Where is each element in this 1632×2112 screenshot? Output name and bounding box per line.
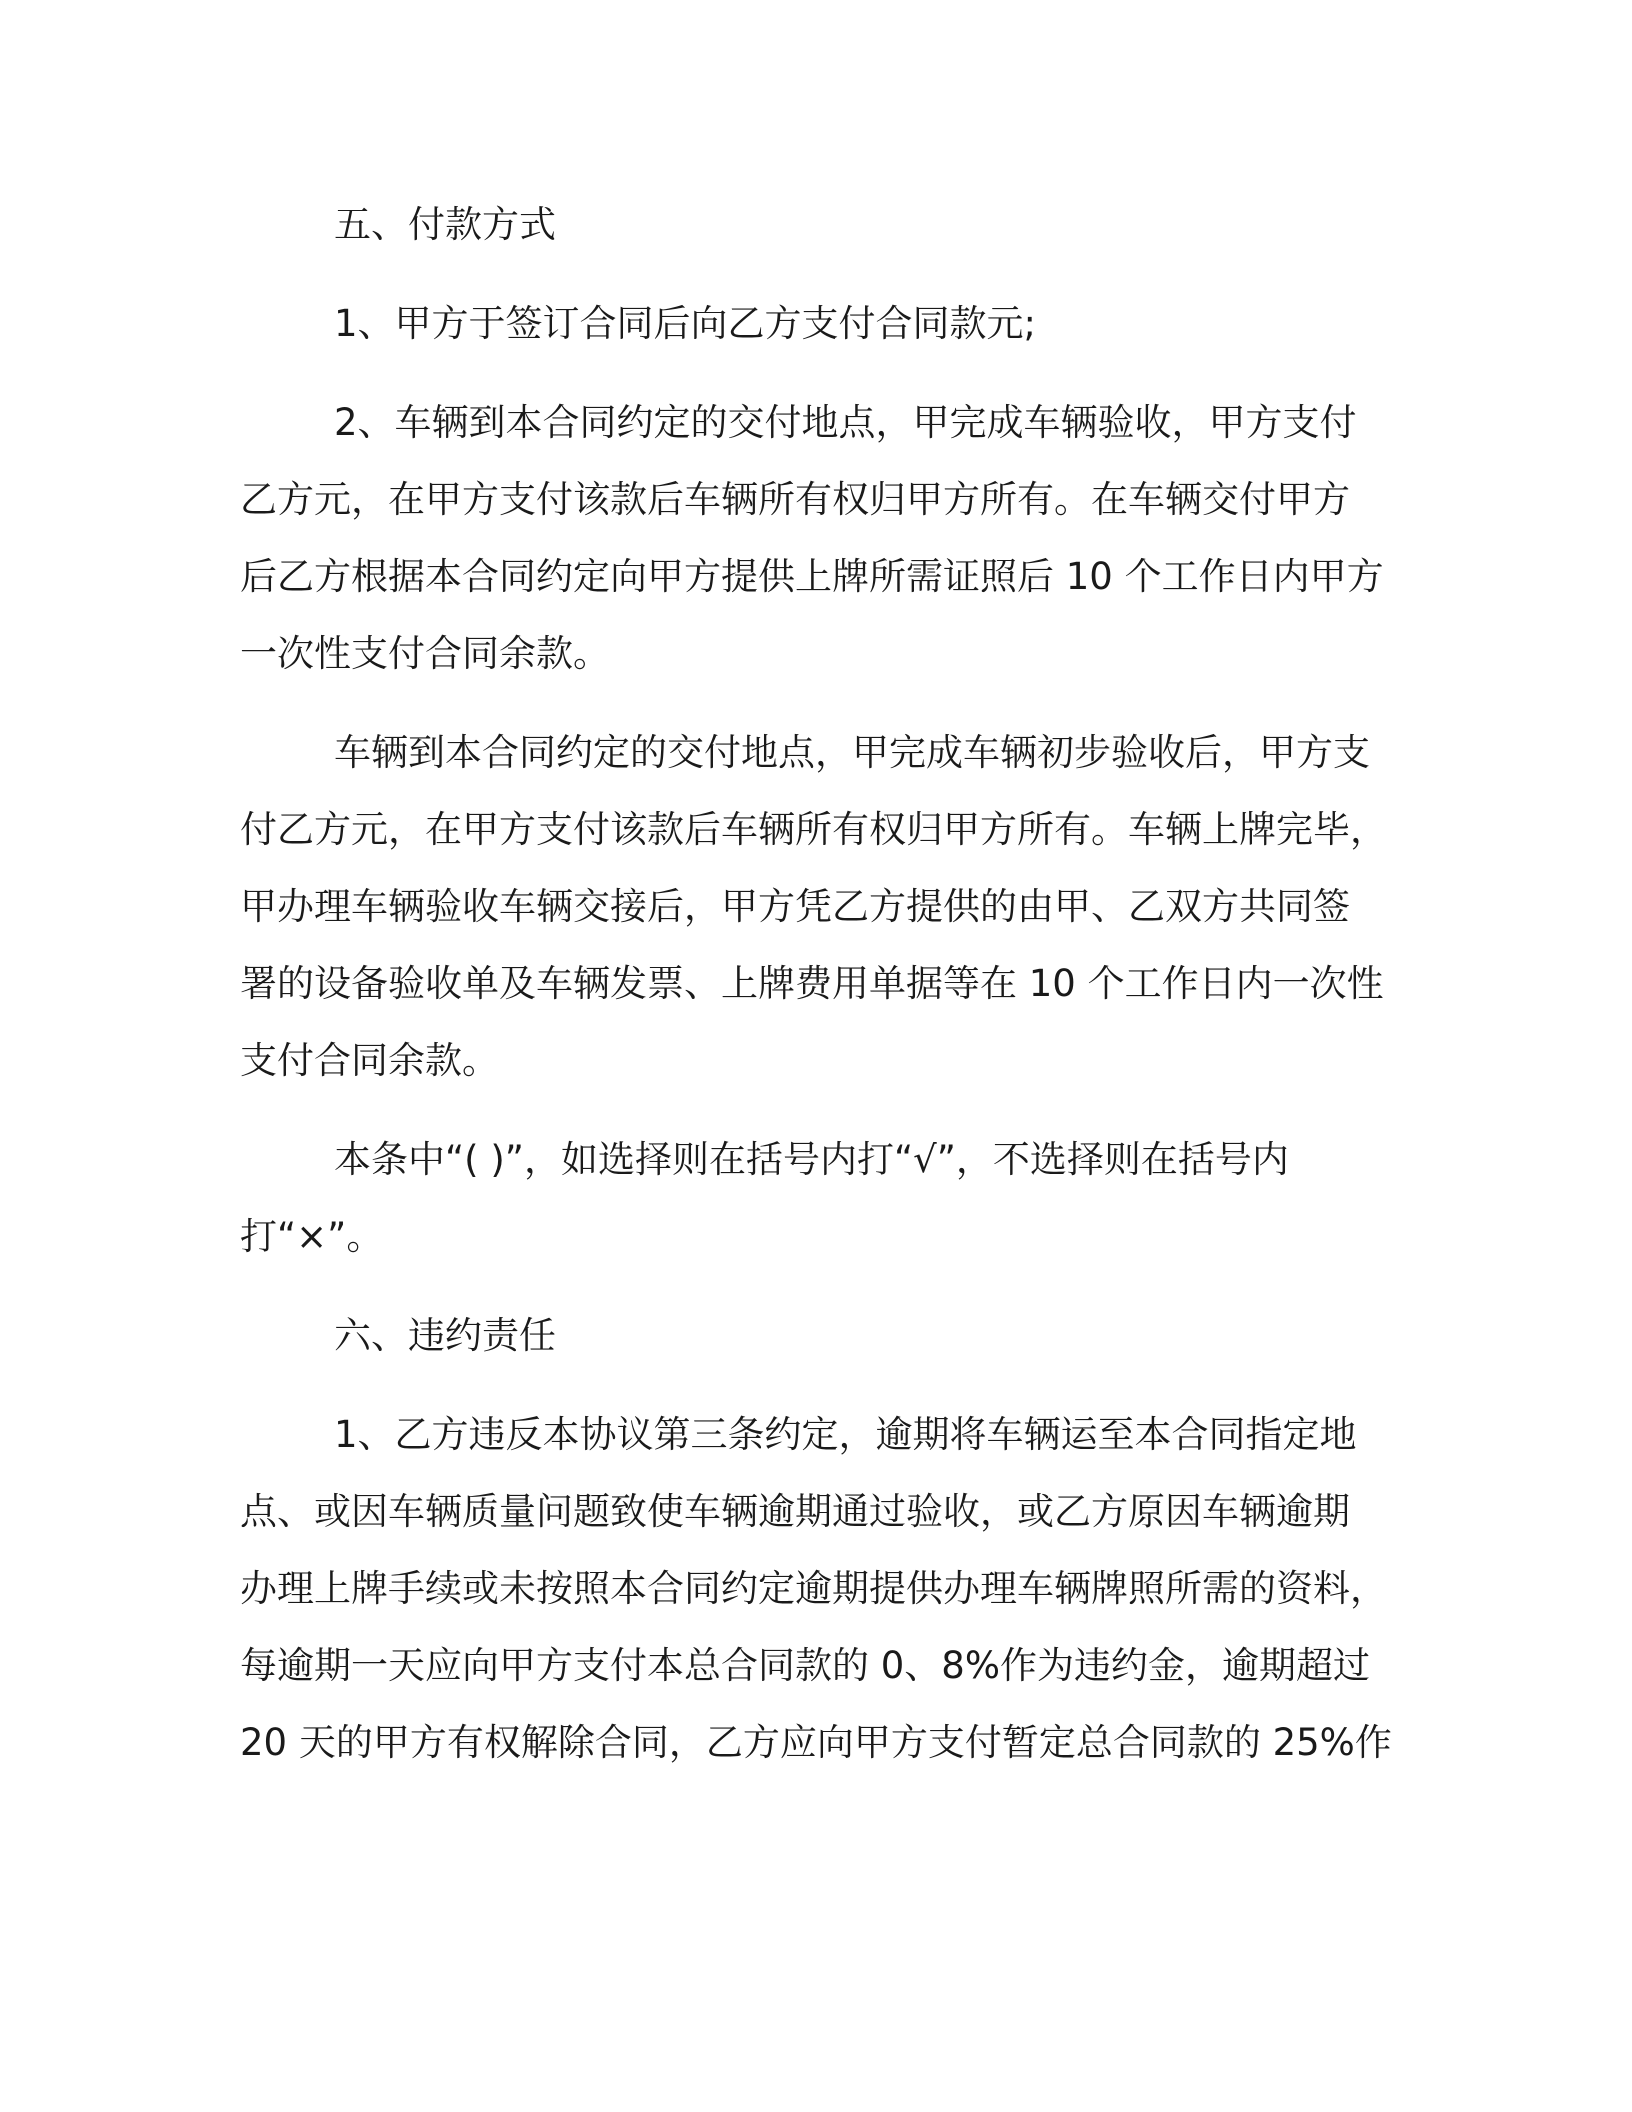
breach-item-1-line: 办理上牌手续或未按照本合同约定逾期提供办理车辆牌照所需的资料， bbox=[240, 1567, 1387, 1610]
payment-item-2-line: 2、车辆到本合同约定的交付地点，甲完成车辆验收，甲方支付 bbox=[334, 401, 1357, 444]
breach-item-1-line: 20 天的甲方有权解除合同，乙方应向甲方支付暂定总合同款的 25%作 bbox=[240, 1721, 1392, 1764]
payment-item-1: 1、甲方于签订合同后向乙方支付合同款元; bbox=[334, 302, 1037, 345]
selection-note-line: 本条中“( )”，如选择则在括号内打“√”，不选择则在括号内 bbox=[334, 1138, 1289, 1181]
section-heading-payment: 五、付款方式 bbox=[334, 203, 556, 246]
payment-option-paragraph-line: 付乙方元，在甲方支付该款后车辆所有权归甲方所有。车辆上牌完毕， bbox=[240, 808, 1387, 851]
payment-option-paragraph-line: 甲办理车辆验收车辆交接后，甲方凭乙方提供的由甲、乙双方共同签 bbox=[240, 885, 1350, 928]
payment-item-2-line: 后乙方根据本合同约定向甲方提供上牌所需证照后 10 个工作日内甲方 bbox=[240, 555, 1384, 598]
payment-item-2-line: 乙方元，在甲方支付该款后车辆所有权归甲方所有。在车辆交付甲方 bbox=[240, 478, 1350, 521]
document-body bbox=[240, 186, 1392, 1781]
section-heading-breach: 六、违约责任 bbox=[334, 1314, 556, 1357]
breach-item-1-line: 每逾期一天应向甲方支付本总合同款的 0、8%作为违约金，逾期超过 bbox=[240, 1644, 1370, 1687]
selection-note-line: 打“×”。 bbox=[240, 1215, 384, 1258]
breach-item-1-line: 1、乙方违反本协议第三条约定，逾期将车辆运至本合同指定地 bbox=[334, 1413, 1357, 1456]
breach-item-1-line: 点、或因车辆质量问题致使车辆逾期通过验收，或乙方原因车辆逾期 bbox=[240, 1490, 1350, 1533]
payment-item-2-line: 一次性支付合同余款。 bbox=[240, 632, 610, 675]
payment-option-paragraph-line: 车辆到本合同约定的交付地点，甲完成车辆初步验收后，甲方支 bbox=[334, 731, 1370, 774]
payment-option-paragraph-line: 支付合同余款。 bbox=[240, 1039, 499, 1082]
payment-option-paragraph-line: 署的设备验收单及车辆发票、上牌费用单据等在 10 个工作日内一次性 bbox=[240, 962, 1384, 1005]
